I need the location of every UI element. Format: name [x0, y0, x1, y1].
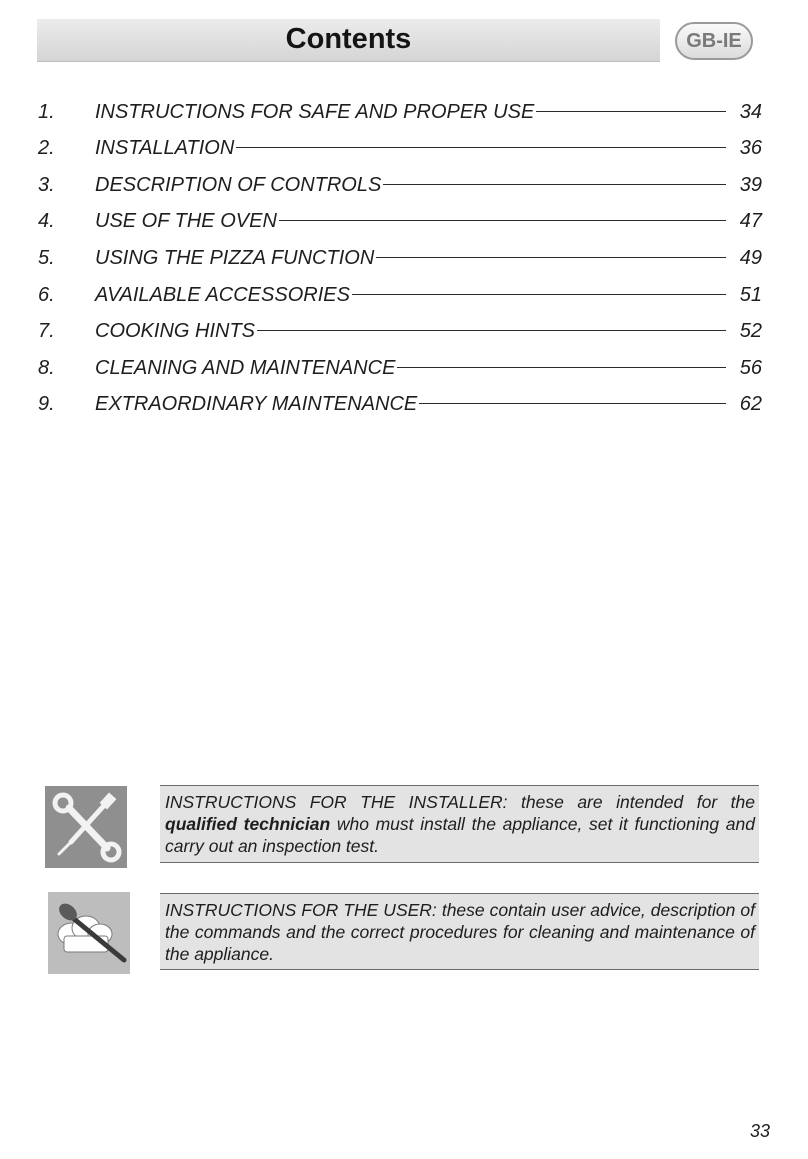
toc-entry-6[interactable]: [38, 280, 762, 310]
toc-entry-5[interactable]: [38, 243, 762, 273]
toc-title: USING THE PIZZA FUNCTION: [95, 247, 375, 269]
installer-note-text-2: who must install the appliance, set it functioning and carry out an inspection test.: [165, 814, 755, 856]
toc-title: EXTRAORDINARY MAINTENANCE: [95, 393, 418, 415]
installer-note-bold: qualified technician: [165, 814, 331, 834]
toc-number: 7.: [38, 320, 55, 342]
toc-number: 8.: [38, 357, 55, 379]
toc-entry-9[interactable]: [38, 389, 762, 419]
leader-line: [236, 147, 726, 148]
leader-line: [397, 367, 726, 368]
toc-number: 5.: [38, 247, 55, 269]
user-note-text: INSTRUCTIONS FOR THE USER: these contain user advice, description of the commands and the correct procedures for cleaning and maintenance of the appliance.: [165, 900, 755, 964]
leader-line: [257, 330, 726, 331]
toc-number: 9.: [38, 393, 55, 415]
toc-entry-1[interactable]: [38, 97, 762, 127]
toc-page: 39: [739, 174, 762, 196]
toc-number: 1.: [38, 101, 55, 123]
toc-page: 62: [739, 393, 762, 415]
toc-page: 47: [739, 210, 762, 232]
toc-title: CLEANING AND MAINTENANCE: [95, 357, 396, 379]
leader-line: [352, 294, 726, 295]
chef-spoon-icon: [48, 892, 130, 974]
toc-number: 6.: [38, 284, 55, 306]
installer-note: [160, 785, 759, 863]
toc-page: 52: [739, 320, 762, 342]
toc-number: 3.: [38, 174, 55, 196]
leader-line: [376, 257, 726, 258]
toc-title: INSTRUCTIONS FOR SAFE AND PROPER USE: [95, 101, 535, 123]
toc-page: 49: [739, 247, 762, 269]
toc-entry-3[interactable]: [38, 170, 762, 200]
installer-note-text-1: INSTRUCTIONS FOR THE INSTALLER: these are intended for the: [165, 792, 755, 812]
toc-page: 51: [739, 284, 762, 306]
toc-number: 2.: [38, 137, 55, 159]
page-number: 33: [749, 1121, 770, 1141]
toc-title: USE OF THE OVEN: [95, 210, 277, 232]
toc-title: INSTALLATION: [95, 137, 235, 159]
toc-page: 36: [739, 137, 762, 159]
toc-entry-4[interactable]: [38, 206, 762, 236]
toc-entry-8[interactable]: [38, 353, 762, 383]
toc-entry-7[interactable]: [38, 316, 762, 346]
toc-title: DESCRIPTION OF CONTROLS: [95, 174, 382, 196]
language-badge: GB-IE: [675, 22, 753, 60]
toc-entry-2[interactable]: [38, 133, 762, 163]
toc-page: 34: [739, 101, 762, 123]
leader-line: [279, 220, 726, 221]
page-title: Contents: [285, 23, 412, 55]
tools-icon: [45, 786, 127, 868]
leader-line: [419, 403, 726, 404]
toc-title: AVAILABLE ACCESSORIES: [95, 284, 350, 306]
toc-page: 56: [739, 357, 762, 379]
user-note: [160, 893, 759, 970]
leader-line: [383, 184, 726, 185]
leader-line: [536, 111, 726, 112]
toc-title: COOKING HINTS: [95, 320, 256, 342]
toc-number: 4.: [38, 210, 55, 232]
